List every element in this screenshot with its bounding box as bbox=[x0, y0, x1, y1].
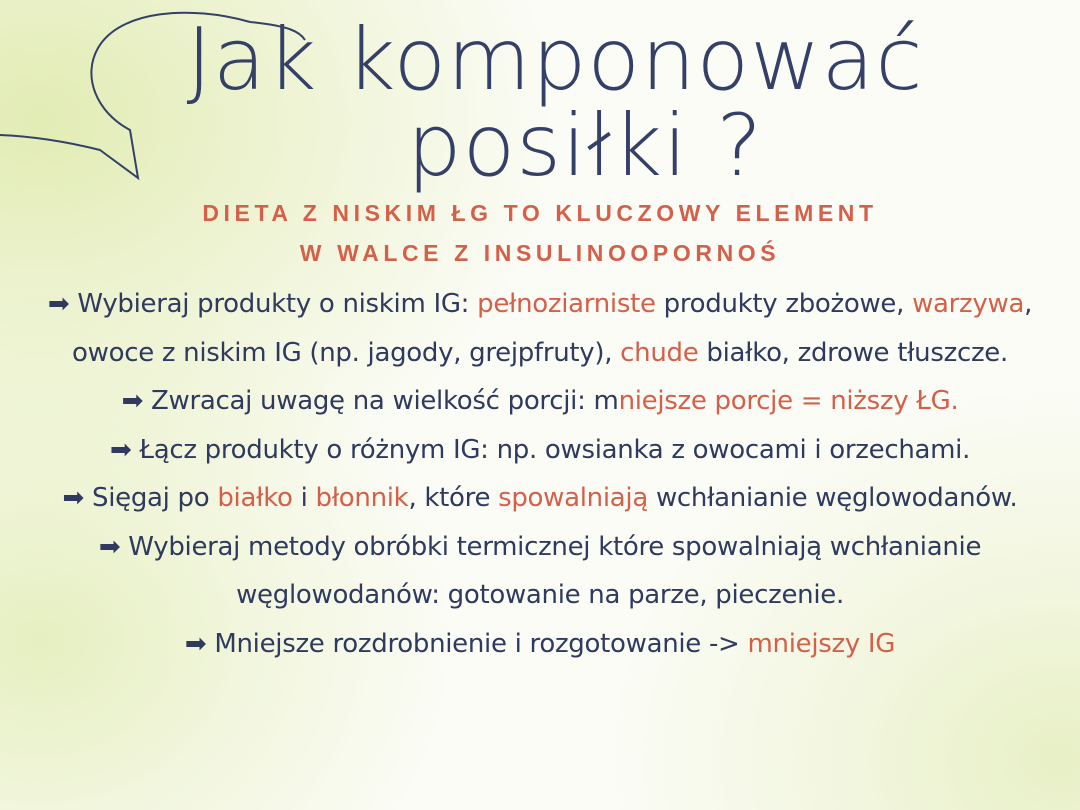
tip-text: , które bbox=[408, 483, 499, 513]
tip-highlight: pełnoziarniste bbox=[477, 289, 656, 319]
tip-highlight: niejsze porcje = niższy ŁG. bbox=[618, 386, 959, 416]
tip-highlight: chude bbox=[620, 337, 699, 368]
tip-text: białko, zdrowe tłuszcze. bbox=[698, 337, 1008, 368]
tip-text: Wybieraj produkty o niskim IG: bbox=[69, 289, 478, 319]
tip-item bbox=[20, 474, 1060, 523]
tip-text: Wybieraj metody obróbki termicznej które spowalniają wchłanianie węglowodanów: gotowanie na parze, pieczenie. bbox=[120, 531, 982, 610]
tip-item bbox=[20, 426, 1060, 475]
tip-text: wchłanianie węglowodanów. bbox=[647, 483, 1018, 513]
tip-item bbox=[20, 620, 1060, 669]
tip-item bbox=[20, 523, 1060, 620]
tip-highlight: białko bbox=[217, 483, 293, 513]
arrow-right-icon: ➡ bbox=[121, 386, 144, 416]
tip-text: , owoce z niskim IG (np. jagody, grejpfruty), bbox=[72, 289, 1033, 368]
arrow-right-icon: ➡ bbox=[109, 434, 132, 465]
tip-text: i bbox=[292, 483, 316, 513]
tip-text: Zwracaj uwagę na wielkość porcji: m bbox=[143, 386, 619, 416]
arrow-right-icon: ➡ bbox=[98, 531, 121, 562]
page-title-line2: posiłki ? bbox=[406, 96, 764, 196]
tip-text: produkty zbożowe, bbox=[655, 289, 913, 319]
tip-item bbox=[20, 377, 1060, 426]
subtitle-line1: DIETA Z NISKIM ŁG TO KLUCZOWY ELEMENT bbox=[202, 200, 878, 226]
tip-highlight: spowalniają bbox=[498, 483, 648, 513]
tip-highlight: mniejszy IG bbox=[747, 628, 896, 659]
tips-list bbox=[20, 280, 1060, 668]
subtitle-line2: W WALCE Z INSULINOOPORNOŚ bbox=[299, 240, 781, 266]
tip-text: Łącz produkty o różnym IG: np. owsianka z owocami i orzechami. bbox=[131, 434, 971, 465]
tip-highlight: błonnik bbox=[315, 483, 409, 513]
arrow-right-icon: ➡ bbox=[62, 483, 85, 513]
tip-text: Sięgaj po bbox=[84, 483, 218, 513]
arrow-right-icon: ➡ bbox=[47, 289, 70, 319]
tip-highlight: warzywa bbox=[912, 289, 1025, 319]
page-title-line1: Jak komponować bbox=[186, 10, 924, 110]
arrow-right-icon: ➡ bbox=[184, 628, 207, 659]
tip-item bbox=[20, 280, 1060, 377]
tip-text: Mniejsze rozdrobnienie i rozgotowanie -> bbox=[206, 628, 748, 659]
